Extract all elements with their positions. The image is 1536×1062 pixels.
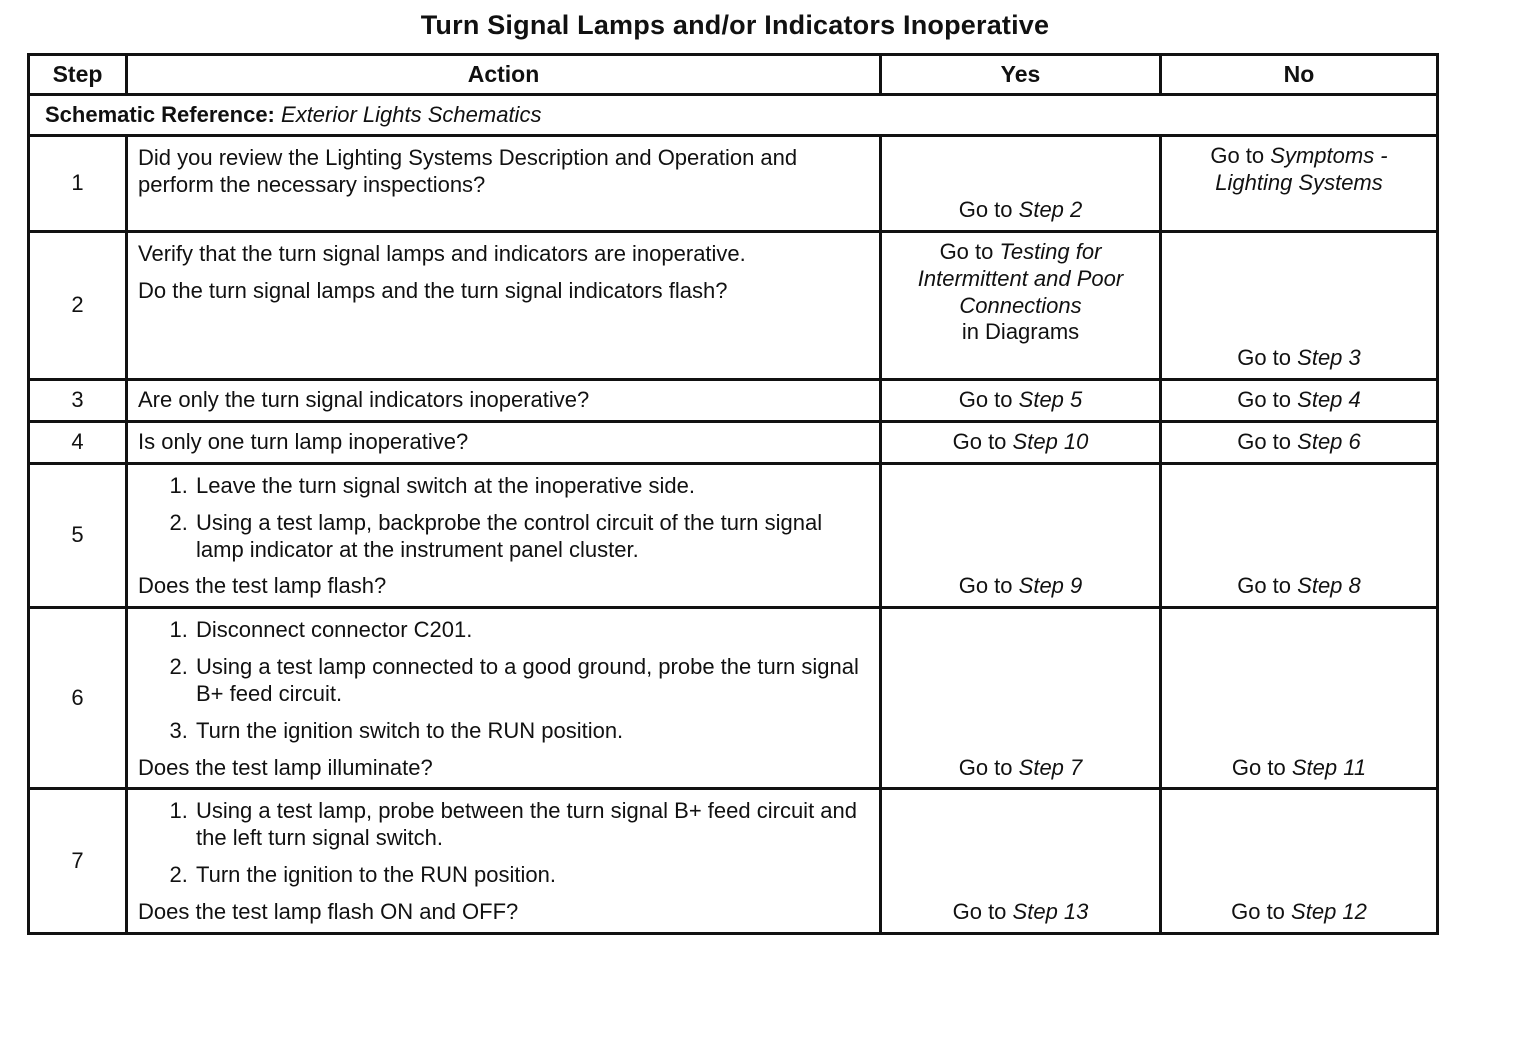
table-row — [29, 380, 1438, 422]
action-text: Is only one turn lamp inoperative? — [138, 429, 469, 455]
goto-label: Go to — [958, 754, 1013, 780]
yes-cell — [881, 232, 1161, 380]
no-cell — [1161, 380, 1438, 422]
no-cell — [1161, 608, 1438, 789]
yes-cell — [881, 422, 1161, 464]
step-number: 4 — [29, 422, 127, 464]
action-step-item: 2. Using a test lamp, backprobe the control circuit of the turn signal lamp indicator at the instrument panel cluster. — [194, 510, 869, 564]
table-row — [29, 232, 1438, 380]
action-text: Are only the turn signal indicators inoperative? — [138, 387, 590, 413]
yes-link-line4: in Diagrams — [961, 319, 1080, 345]
yes-cell — [881, 136, 1161, 232]
yes-link[interactable]: Step 7 — [1018, 754, 1083, 780]
yes-link[interactable]: Step 9 — [1018, 573, 1083, 599]
schematic-label: Schematic Reference: — [45, 101, 275, 127]
goto-label: Go to — [1237, 345, 1292, 371]
schematic-row — [29, 95, 1438, 136]
table-row — [29, 789, 1438, 933]
yes-link[interactable]: Step 2 — [1018, 197, 1083, 223]
action-cell — [127, 464, 881, 608]
goto-label: Go to — [939, 239, 994, 264]
no-cell — [1161, 136, 1438, 232]
yes-link[interactable]: Testing for — [999, 239, 1102, 264]
table-row — [29, 608, 1438, 789]
step-number: 2 — [29, 232, 127, 380]
no-link[interactable]: Symptoms - — [1270, 143, 1388, 168]
goto-label: Go to — [958, 573, 1013, 599]
action-cell — [127, 608, 881, 789]
action-cell — [127, 380, 881, 422]
action-text: Verify that the turn signal lamps and indicators are inoperative. — [138, 241, 746, 266]
action-cell — [127, 422, 881, 464]
goto-label: Go to — [958, 197, 1013, 223]
yes-cell — [881, 608, 1161, 789]
goto-label: Go to — [1231, 754, 1286, 780]
action-question: Does the test lamp flash ON and OFF? — [138, 898, 519, 924]
action-step-item: 1. Using a test lamp, probe between the turn signal B+ feed circuit and the left turn signal switch. — [194, 798, 869, 852]
yes-link[interactable]: Step 10 — [1012, 429, 1089, 455]
action-steps — [138, 617, 869, 744]
step-number: 7 — [29, 789, 127, 933]
action-question: Does the test lamp illuminate? — [138, 754, 433, 780]
header-row — [29, 55, 1438, 95]
no-link[interactable]: Step 8 — [1297, 573, 1361, 599]
step-number: 3 — [29, 380, 127, 422]
yes-link-line3[interactable]: Connections — [959, 292, 1082, 318]
goto-label: Go to — [1237, 429, 1292, 455]
yes-cell — [881, 789, 1161, 933]
no-cell — [1161, 464, 1438, 608]
goto-label: Go to — [1237, 387, 1292, 413]
yes-cell — [881, 380, 1161, 422]
page-title: Turn Signal Lamps and/or Indicators Inoperative — [420, 10, 1050, 40]
step-number: 5 — [29, 464, 127, 608]
yes-link[interactable]: Step 5 — [1018, 387, 1083, 413]
goto-label: Go to — [1237, 573, 1292, 599]
yes-link-line2[interactable]: Intermittent and Poor — [917, 265, 1124, 291]
goto-label: Go to — [952, 898, 1007, 924]
no-cell — [1161, 422, 1438, 464]
step-number: 1 — [29, 136, 127, 232]
action-question: Do the turn signal lamps and the turn signal indicators flash? — [138, 277, 728, 303]
goto-label: Go to — [1210, 143, 1265, 168]
no-link[interactable]: Step 3 — [1297, 345, 1361, 371]
action-step-item: 3. Turn the ignition switch to the RUN position. — [194, 718, 869, 745]
action-text: Did you review the Lighting Systems Description and Operation and perform the necessary inspections? — [138, 145, 798, 197]
yes-link[interactable]: Step 13 — [1012, 898, 1089, 924]
schematic-reference — [29, 95, 1438, 136]
action-cell — [127, 789, 881, 933]
action-cell — [127, 136, 881, 232]
action-step-item: 2. Turn the ignition to the RUN position. — [194, 862, 869, 889]
goto-label: Go to — [1231, 898, 1285, 924]
no-cell — [1161, 789, 1438, 933]
no-link[interactable]: Step 11 — [1291, 754, 1367, 780]
goto-label: Go to — [952, 429, 1007, 455]
schematic-value: Exterior Lights Schematics — [281, 101, 542, 127]
header-no: No — [1161, 55, 1438, 95]
action-step-item: 1. Leave the turn signal switch at the inoperative side. — [194, 473, 869, 500]
header-step: Step — [29, 55, 127, 95]
table-row — [29, 422, 1438, 464]
table-row — [29, 136, 1438, 232]
no-cell — [1161, 232, 1438, 380]
no-link-line2[interactable]: Lighting Systems — [1215, 169, 1383, 195]
no-link[interactable]: Step 4 — [1297, 387, 1361, 413]
action-steps — [138, 473, 869, 563]
action-cell — [127, 232, 881, 380]
yes-cell — [881, 464, 1161, 608]
no-link[interactable]: Step 6 — [1297, 429, 1361, 455]
diagnostic-table — [27, 53, 1439, 935]
action-question: Does the test lamp flash? — [138, 573, 387, 599]
header-action: Action — [127, 55, 881, 95]
table-row — [29, 464, 1438, 608]
action-steps — [138, 798, 869, 888]
header-yes: Yes — [881, 55, 1161, 95]
step-number: 6 — [29, 608, 127, 789]
no-link[interactable]: Step 12 — [1291, 898, 1367, 924]
action-step-item: 1. Disconnect connector C201. — [194, 617, 869, 644]
action-step-item: 2. Using a test lamp connected to a good ground, probe the turn signal B+ feed circuit. — [194, 654, 869, 708]
goto-label: Go to — [958, 387, 1013, 413]
